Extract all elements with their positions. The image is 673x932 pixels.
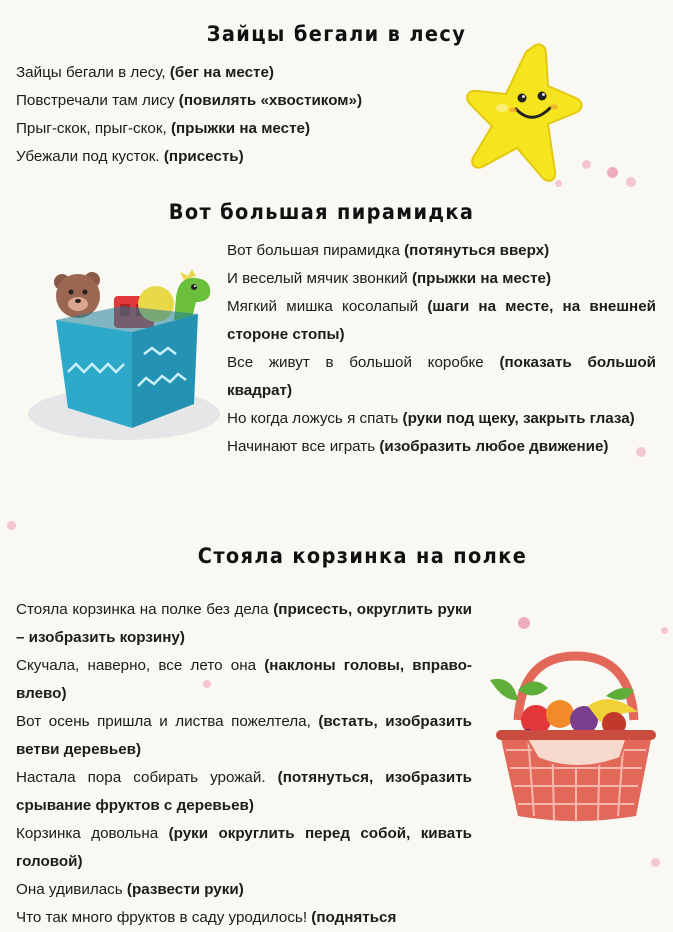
- poem-line: Убежали под кусток. (присесть): [16, 148, 244, 165]
- poem-line: Стояла корзинка на полке без дела (присесть, округлить руки – изобразить корзину): [16, 601, 472, 646]
- smiling-star-icon: [462, 38, 588, 193]
- poem-lines: [227, 237, 656, 461]
- decor-dot: [651, 858, 660, 867]
- decor-dot: [626, 177, 636, 187]
- poem-line: Настала пора собирать урожай. (потянуться, изобразить срывание фруктов с деревьев): [16, 769, 472, 814]
- poem-line: Корзинка довольна (руки округлить перед собой, кивать головой): [16, 825, 472, 870]
- decor-dot: [607, 167, 618, 178]
- poem-line: Но когда ложусь я спать (руки под щеку, закрыть глаза): [227, 410, 635, 427]
- section-title: Зайцы бегали в лесу: [206, 22, 467, 46]
- poem-line: И веселый мячик звонкий (прыжки на месте): [227, 270, 552, 287]
- poem-line: Мягкий мишка косолапый (шаги на месте, на внешней стороне стопы): [227, 298, 656, 343]
- section-title: Вот большая пирамидка: [168, 200, 475, 224]
- decor-dot: [518, 617, 530, 629]
- section-title: Стояла корзинка на полке: [197, 544, 528, 568]
- poem-line: Зайцы бегали в лесу, (бег на месте): [16, 64, 274, 81]
- poem-line: Вот осень пришла и листва пожелтела, (встать, изобразить ветви деревьев): [16, 713, 472, 758]
- fruit-basket-icon: [488, 650, 664, 828]
- poem-lines: [16, 596, 472, 932]
- decor-dot: [7, 521, 16, 530]
- poem-line: Скучала, наверно, все лето она (наклоны головы, вправо-влево): [16, 657, 472, 702]
- poem-line: Она удивилась (развести руки): [16, 881, 244, 898]
- poem-lines: [16, 59, 456, 171]
- poem-line: Повстречали там лису (повилять «хвостиком»): [16, 92, 363, 109]
- poem-line: Что так много фруктов в саду уродилось! (подняться: [16, 909, 397, 926]
- poem-line: Вот большая пирамидка (потянуться вверх): [227, 242, 550, 259]
- poem-line: Начинают все играть (изобразить любое движение): [227, 438, 609, 455]
- toy-box-icon: [26, 268, 222, 444]
- decor-dot: [661, 627, 668, 634]
- poem-line: Прыг-скок, прыг-скок, (прыжки на месте): [16, 120, 311, 137]
- poem-line: Все живут в большой коробке (показать большой квадрат): [227, 354, 656, 399]
